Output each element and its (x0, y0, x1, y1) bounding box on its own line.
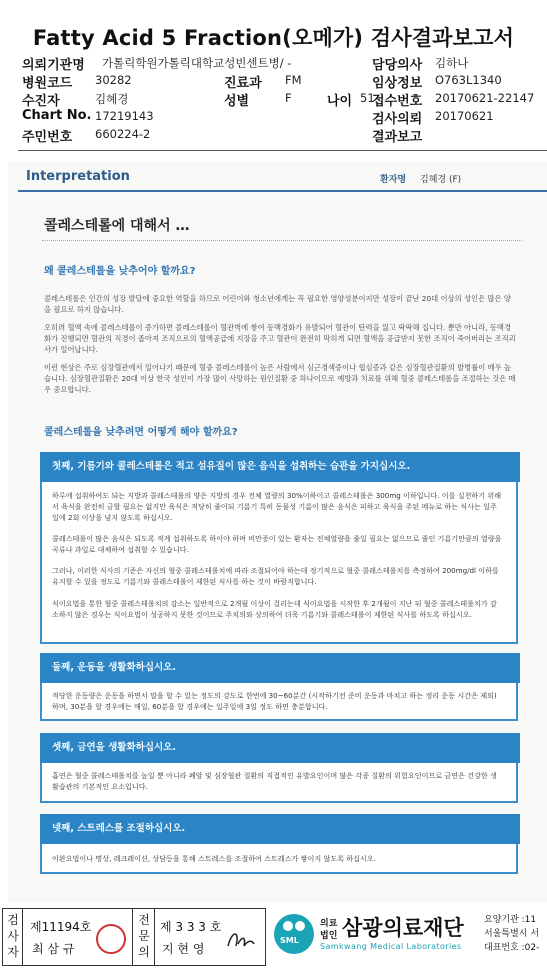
box-3-heading: 셋째, 금연을 생활화하십시오. (40, 733, 520, 763)
interp-patient-label: 환자명 (380, 175, 407, 185)
box-1-paragraph: 하루에 섭취하여도 되는 지방과 콜레스테롤의 양은 지방의 경우 전체 열량의 30%이하이고 콜레스테롤은 300mg 이하입니다. 이를 실천하기 위해서 육식을 완전히 금할 필요는 없지만 육식은 적당히 줄이되 기름기 특히 동물성 기름이 많은 음식은 피하고 육식을 주된 메뉴로 하는 식사는 일주일에 2회 이상을 넘지 않도록 하십시오. (52, 491, 502, 522)
interpretation-title: Interpretation (26, 169, 130, 184)
sex-label: 성별 (224, 94, 250, 109)
contact-line-2: 서울특별시 서 (484, 929, 540, 939)
doctor-value: 김하나 (435, 56, 469, 70)
received-label: 접수번호 (372, 94, 423, 109)
org-small-2: 법인 (320, 931, 338, 941)
contact-line-3: 대표번호 :02- (484, 943, 540, 953)
age-value: 51 (360, 91, 375, 105)
box-1-paragraph: 콜레스테롤이 많은 음식은 되도록 적게 섭취하도록 하이야 하며 비만증이 있는 환자는 전체열량을 줄일 필요는 없으므로 줄인 기름기만큼의 열량을 곡류나 과일로 대체하여 섭취할 수 있습니다. (52, 534, 502, 554)
id-label: 주민번호 (22, 130, 73, 145)
received-value: 20170621-22147 (435, 91, 535, 105)
doctor-label: 담당의사 (372, 58, 423, 73)
paragraph-1: 콜레스테롤은 인간의 성장 발달에 중요한 역할을 하므로 어린이와 청소년에게는 꼭 필요한 영양성분이지만 성장이 끝난 20대 이상의 성인은 많은 양을 필요로 하지 않습니다. (44, 294, 511, 314)
box-1-paragraph: 그러나, 이러한 식사의 기준은 자신의 혈중 콜레스테롤치에 따라 조절되어야 하는데 정기적으로 혈중 콜레스테롤치를 측정하여 200mg/dl 이하를 유지할 수 있을 정도로 기름기와 콜레스테롤이 제한된 식사를 하는 것이 바람직합니다. (52, 566, 499, 586)
test-date-value: 20170621 (435, 109, 494, 123)
contact-line-1: 요양기관 :11 (484, 915, 537, 925)
signature-mark (222, 926, 258, 954)
report-header (22, 54, 547, 144)
inspector-label: 검사자 (7, 913, 19, 959)
inspector-name: 최 삼 규 (32, 942, 75, 956)
logo-text: SML (280, 936, 299, 945)
id-value: 660224-2 (95, 127, 151, 141)
chart-value: 17219143 (95, 109, 154, 123)
sml-logo-icon (272, 912, 316, 958)
chart-label: Chart No. (22, 108, 92, 123)
box-4-paragraph: 이완요법이나 명상, 레크레이션, 상담등을 통해 스트레스를 조절하여 스트레스가 쌓이지 않도록 하십시오. (52, 854, 376, 863)
interp-patient-value: 김혜경 (F) (420, 175, 462, 185)
paragraph-2: 오히려 혈액 속에 콜레스테롤이 증가하면 콜레스테롤이 혈관벽에 쌓여 동맥경화가 유발되어 혈관이 탄력을 잃고 딱딱해 집니다. 뿐만 아니라, 동맥경화가 진행되면 혈관의 직경이 좁아져 조직으로의 혈액공급에 지장을 주고 혈관이 완전히 막히게 되면 혈액을 공급받지 못한 조직이 죽어버리는 조직괴사가 일어납니다. (44, 323, 516, 354)
box-1-heading: 첫째, 기름기와 콜레스테롤은 적고 섬유질이 많은 음식을 섭취하는 습관을 가지십시오. (40, 452, 520, 482)
clinical-info-label: 임상정보 (372, 76, 423, 91)
institution-label: 의뢰기관명 (22, 58, 85, 73)
inspector-license: 제11194호 (30, 920, 92, 934)
hospital-code-value: 30282 (95, 73, 132, 87)
box-2-paragraph: 적당한 운동량은 운동을 하면서 말을 할 수 있는 정도의 강도로 한번에 30~60분간 (시작하기전 준비 운동과 마치고 하는 정리 운동 시간은 제외)하며, 30분을 할 경우에는 매일, 60분을 할 경우에는 일주일에 3일 정도 하면 충분합니다. (52, 691, 497, 711)
heading-divider (42, 240, 522, 241)
department-value: FM (285, 73, 302, 87)
examiner-name: 지 현 영 (162, 942, 205, 956)
department-label: 진료과 (224, 76, 262, 91)
article-heading: 콜레스테롤에 대해서 … (44, 218, 190, 234)
hospital-code-label: 병원코드 (22, 76, 73, 91)
clinical-info-value: O763L1340 (435, 73, 502, 87)
report-title: Fatty Acid 5 Fraction(오메가) 검사결과보고서 (32, 26, 515, 50)
org-small-1: 의료 (320, 919, 338, 929)
report-label: 결과보고 (372, 130, 423, 145)
examiner-license: 제 3 3 3 호 (160, 920, 222, 934)
sex-value: F (285, 91, 292, 105)
paragraph-3: 이런 현상은 주로 심장혈관에서 일어나기 때문에 혈중 콜레스테롤이 높은 사람에서 심근경색증이나 협심증과 같은 심장혈관질환의 발병률이 매우 높습니다. 심장혈관질환은 20대 이상 한국 성인이 가장 많이 사망하는 원인질환 중 하나이므로 예방과 치료를 위해 혈중 콜레스테롤을 조절하는 것은 매우 중요합니다. (44, 363, 516, 394)
box-1-paragraph: 식이요법을 통한 혈중 콜레스테롤치의 감소는 일반적으로 2개월 이상이 걸리는데 식이요법을 시작한 후 2개월이 지난 뒤 혈중 콜레스테롤치가 감소하지 않은 경우는 식이요법이 성공하지 못한 것이므로 주치의와 상의하여 더욱 기름기와 콜레스테롤이 제한된 식사를 하도록 하십시오. (52, 599, 497, 619)
patient-value: 김혜경 (95, 92, 129, 106)
header-divider (18, 150, 547, 151)
org-name: 삼광의료재단 (342, 916, 464, 940)
report-footer (0, 906, 547, 973)
question-how: 콜레스테롤을 낮추려면 어떻게 해야 할까요? (44, 427, 238, 438)
inspector-seal (96, 924, 126, 954)
institution-value: 가톨릭학원가톨릭대학교성빈센트병/ - (102, 56, 292, 70)
test-date-label: 검사의뢰 (372, 112, 423, 127)
box-2-heading: 둘째, 운동을 생활화하십시오. (40, 653, 520, 683)
examiner-label: 전문의 (138, 913, 150, 959)
box-3-paragraph: 흡연은 혈중 콜레스테롤치를 높일 뿐 아니라 폐암 및 심장혈관 질환의 직접적인 유발요인이며 많은 각종 질환의 위험요인이므로 금연은 건강한 생활습관의 기본적인 요소입니다. (52, 771, 497, 791)
question-why: 왜 콜레스테롤을 낮추어야 할까요? (44, 266, 196, 277)
box-4-heading: 넷째, 스트레스를 조절하십시오. (40, 814, 520, 844)
patient-label: 수진자 (22, 94, 60, 109)
org-english: Samkwang Medical Laboratories (320, 942, 462, 951)
interpretation-bar (18, 168, 547, 192)
age-label: 나이 (327, 94, 353, 109)
